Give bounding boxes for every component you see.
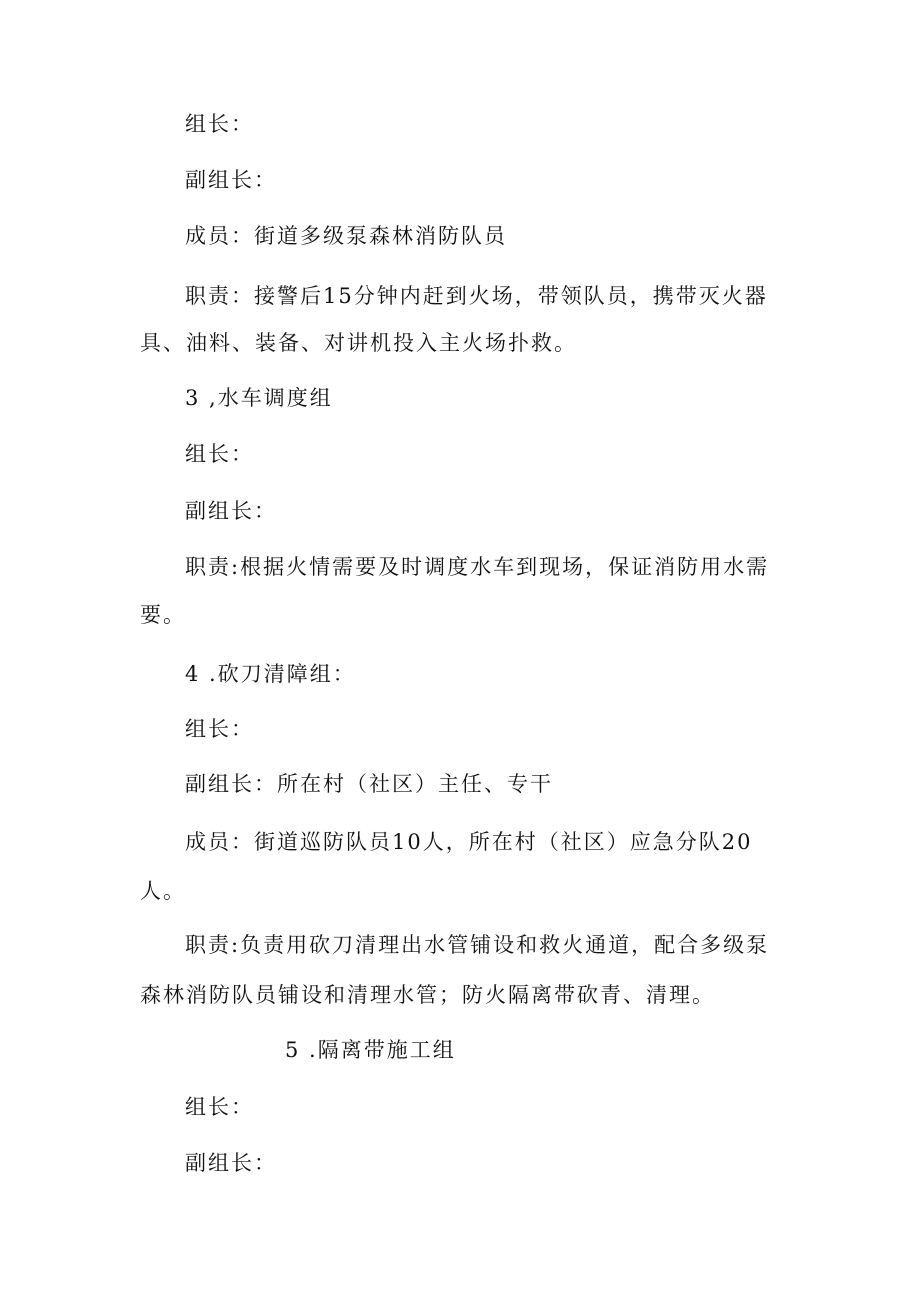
line-deputy-leader-4: 副组长：所在村（社区）主任、专干 [185, 772, 553, 796]
line-members-4-a: 成员：街道巡防队员10人，所在村（社区）应急分队20 [185, 830, 753, 854]
line-group-leader-3: 组长： [185, 442, 254, 466]
heading-water-truck-group: 3 ,水车调度组 [185, 386, 333, 410]
line-duties-3-b: 要。 [140, 603, 186, 627]
heading-firebreak-construction-group: 5 .隔离带施工组 [285, 1038, 456, 1062]
line-group-leader-5: 组长： [185, 1095, 254, 1119]
heading-machete-clearing-group: 4 .砍刀清障组： [185, 662, 356, 686]
line-group-leader-2: 组长： [185, 112, 254, 136]
line-members-2: 成员：街道多级泵森林消防队员 [185, 224, 507, 248]
line-deputy-leader-3: 副组长： [185, 499, 277, 523]
line-deputy-leader-2: 副组长： [185, 168, 277, 192]
line-duties-4-a: 职责:负责用砍刀清理出水管铺设和救火通道，配合多级泵 [185, 933, 770, 957]
line-duties-2-a: 职责：接警后15分钟内赶到火场，带领队员，携带灭火器 [185, 284, 768, 308]
line-deputy-leader-5: 副组长： [185, 1151, 277, 1175]
line-members-4-b: 人。 [140, 879, 186, 903]
line-duties-3-a: 职责:根据火情需要及时调度水车到现场，保证消防用水需 [185, 555, 770, 579]
line-group-leader-4: 组长： [185, 717, 254, 741]
line-duties-2-b: 具、油料、装备、对讲机投入主火场扑救。 [140, 331, 577, 355]
line-duties-4-b: 森林消防队员铺设和清理水管；防火隔离带砍青、清理。 [140, 983, 715, 1007]
